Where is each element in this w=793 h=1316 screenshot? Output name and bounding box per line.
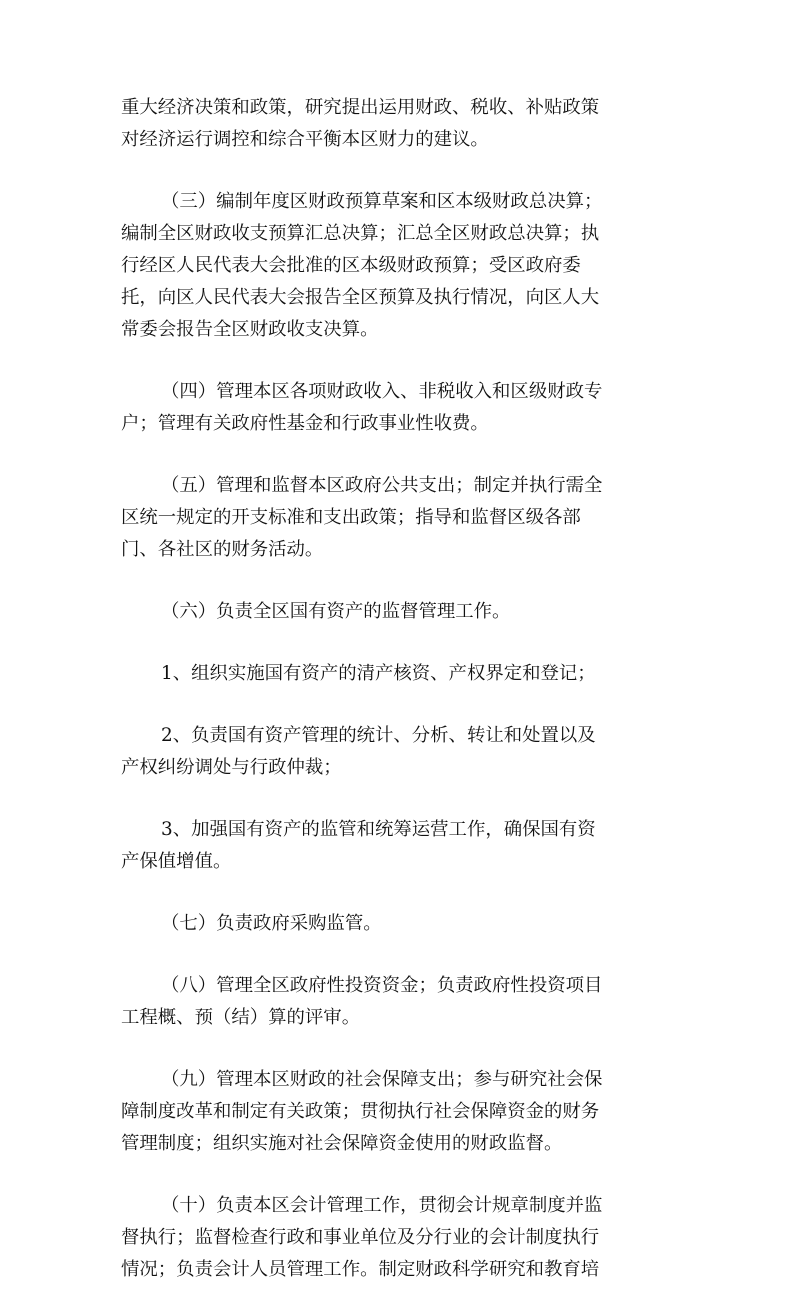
document-body bbox=[121, 92, 673, 1316]
text-line: （四）管理本区各项财政收入、非税收入和区级财政专 bbox=[161, 381, 603, 402]
text-line: 户；管理有关政府性基金和行政事业性收费。 bbox=[121, 413, 489, 434]
paragraph bbox=[121, 1064, 673, 1160]
text-line: 编制全区财政收支预算汇总决算；汇总全区财政总决算；执 bbox=[121, 223, 600, 244]
text-line: 督执行；监督检查行政和事业单位及分行业的会计制度执行 bbox=[121, 1227, 600, 1248]
text-line: 对经济运行调控和综合平衡本区财力的建议。 bbox=[121, 129, 489, 150]
text-line: 产权纠纷调处与行政仲裁； bbox=[121, 757, 342, 778]
paragraph bbox=[121, 186, 673, 346]
text-line: 重大经济决策和政策，研究提出运用财政、税收、补贴政策 bbox=[121, 97, 600, 118]
text-line: 区统一规定的开支标准和支出政策；指导和监督区级各部 bbox=[121, 507, 581, 528]
text-line: （九）管理本区财政的社会保障支出；参与研究社会保 bbox=[161, 1069, 603, 1090]
paragraph bbox=[121, 470, 673, 566]
text-line: （七）负责政府采购监管。 bbox=[161, 913, 382, 934]
text-line: （六）负责全区国有资产的监督管理工作。 bbox=[161, 601, 511, 622]
text-line: 2、负责国有资产管理的统计、分析、转让和处置以及 bbox=[161, 725, 596, 746]
text-line: 情况；负责会计人员管理工作。制定财政科学研究和教育培 bbox=[121, 1259, 600, 1280]
paragraph bbox=[121, 720, 673, 784]
text-line: 工程概、预（结）算的评审。 bbox=[121, 1007, 361, 1028]
paragraph bbox=[121, 1190, 673, 1286]
text-line: （八）管理全区政府性投资资金；负责政府性投资项目 bbox=[161, 975, 603, 996]
paragraph bbox=[121, 658, 673, 690]
text-line: 行经区人民代表大会批准的区本级财政预算；受区政府委 bbox=[121, 255, 581, 276]
text-line: 常委会报告全区财政收支决算。 bbox=[121, 319, 379, 340]
text-line: 1、组织实施国有资产的清产核资、产权界定和登记； bbox=[161, 663, 596, 684]
text-line: 障制度改革和制定有关政策；贯彻执行社会保障资金的财务 bbox=[121, 1101, 600, 1122]
text-line: （十）负责本区会计管理工作，贯彻会计规章制度并监 bbox=[161, 1195, 603, 1216]
text-line: 管理制度；组织实施对社会保障资金使用的财政监督。 bbox=[121, 1133, 563, 1154]
paragraph bbox=[121, 596, 673, 628]
text-line: 产保值增值。 bbox=[121, 851, 232, 872]
paragraph bbox=[121, 908, 673, 940]
text-line: 托，向区人民代表大会报告全区预算及执行情况，向区人大 bbox=[121, 287, 600, 308]
text-line: 门、各社区的财务活动。 bbox=[121, 539, 324, 560]
text-line: （三）编制年度区财政预算草案和区本级财政总决算； bbox=[161, 191, 603, 212]
text-line: （五）管理和监督本区政府公共支出；制定并执行需全 bbox=[161, 475, 603, 496]
text-line: 3、加强国有资产的监管和统筹运营工作，确保国有资 bbox=[161, 819, 596, 840]
paragraph bbox=[121, 814, 673, 878]
paragraph bbox=[121, 376, 673, 440]
paragraph bbox=[121, 970, 673, 1034]
paragraph bbox=[121, 92, 673, 156]
